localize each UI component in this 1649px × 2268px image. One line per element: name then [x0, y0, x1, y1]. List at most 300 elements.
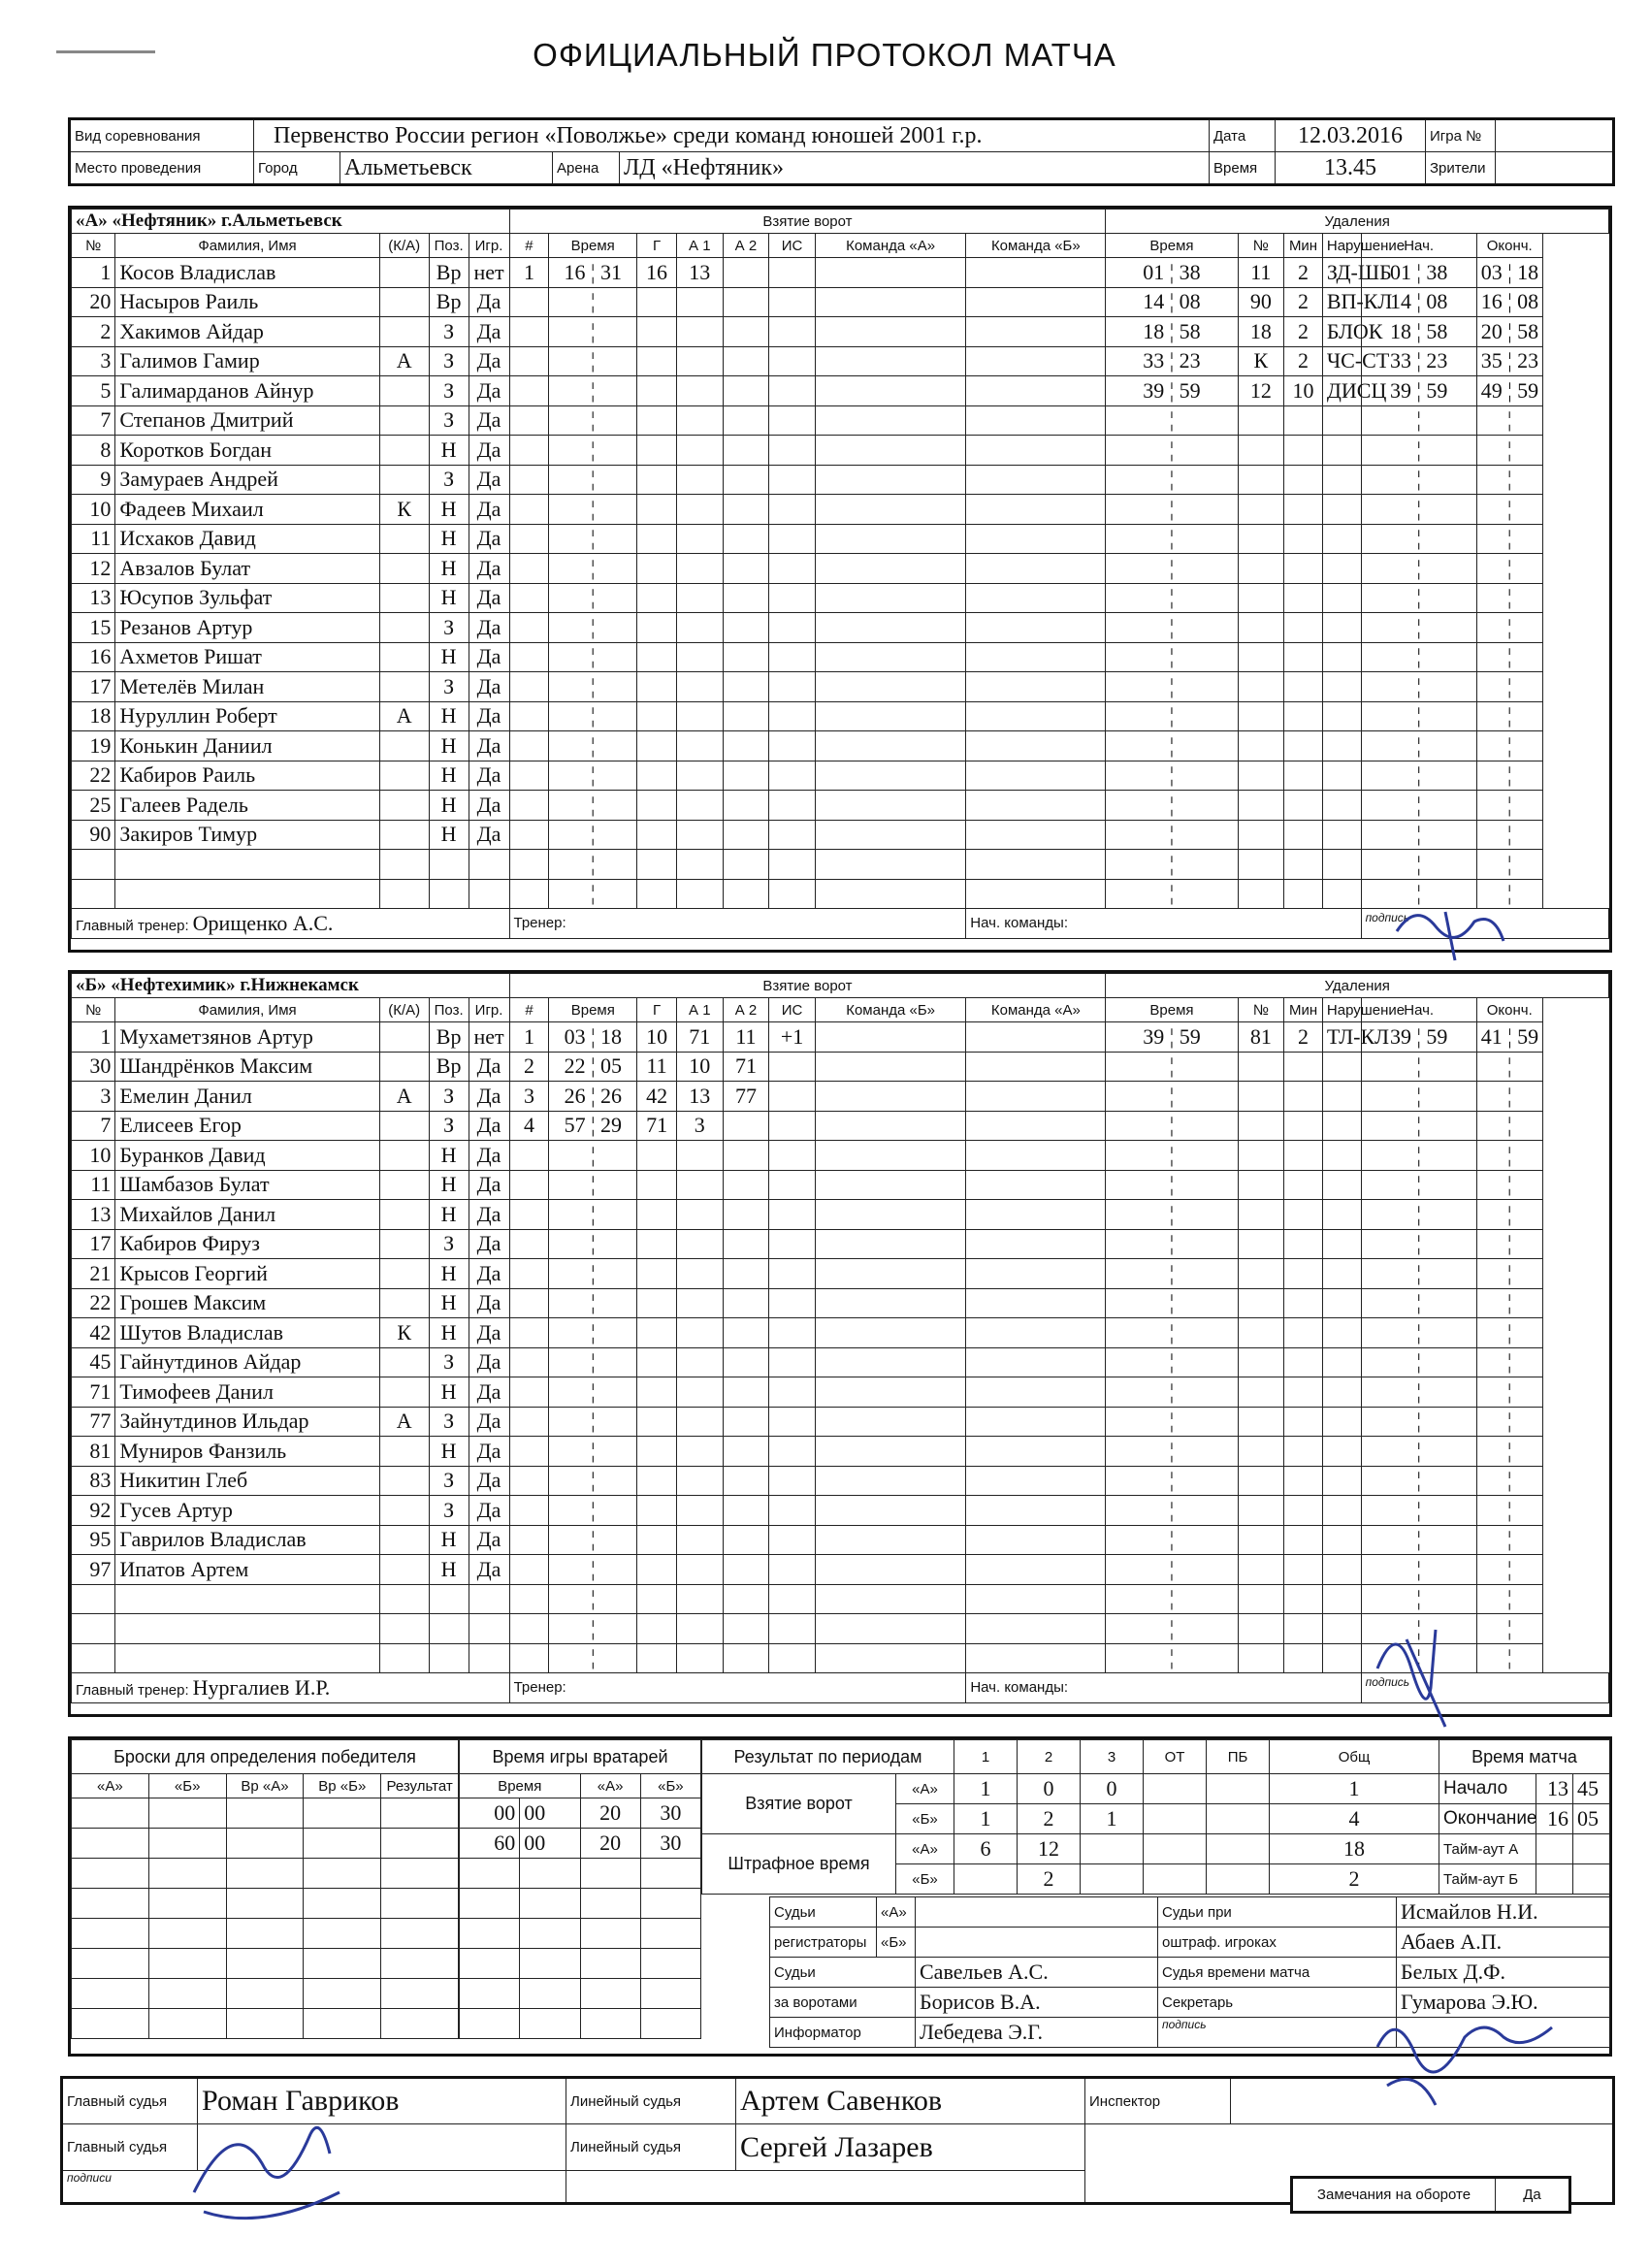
periods-value — [1144, 1834, 1207, 1864]
right-team-cell — [966, 376, 1106, 406]
goal-assist-2 — [723, 1229, 769, 1259]
goalie-time-title: Время игры вратарей — [460, 1740, 701, 1774]
team_a-col-pos: Поз. — [429, 234, 469, 258]
player-role — [379, 1496, 429, 1526]
player-position: З — [429, 1496, 469, 1526]
table-row — [72, 1437, 1609, 1467]
penalty-time: ¦ — [1106, 1347, 1238, 1377]
penalty-minutes-served — [1284, 820, 1323, 850]
goalie-team-a — [580, 1919, 640, 1949]
goal-time: ¦ — [549, 761, 637, 791]
penalty-time: ¦ — [1106, 436, 1238, 466]
goalie-team-a — [580, 1859, 640, 1889]
penalty-seconds: 58 — [1179, 318, 1201, 343]
goal-time: ¦ — [549, 1347, 637, 1377]
goal-scorer — [637, 1229, 677, 1259]
spectators-label: Зрители — [1426, 152, 1496, 185]
player-number: 8 — [72, 436, 115, 466]
team_a-col-pn_min: Мин — [1284, 234, 1323, 258]
player-played: Да — [469, 1437, 509, 1467]
penalty-end: 20 ¦ 58 — [1476, 317, 1542, 347]
penalty-infraction — [1322, 1584, 1361, 1614]
team_b-col-is: ИС — [769, 998, 816, 1022]
team_b-penalties-header: Удаления — [1106, 974, 1609, 998]
player-role — [379, 850, 429, 880]
penalty-player — [1238, 1229, 1284, 1259]
team_b-table — [71, 973, 1609, 1703]
player-played: Да — [469, 791, 509, 821]
penalty-player — [1238, 1347, 1284, 1377]
player-position — [429, 1584, 469, 1614]
goalie-team-a: 20 — [580, 1829, 640, 1859]
penalty-minutes-served — [1284, 1525, 1323, 1555]
goal-number — [509, 1200, 549, 1230]
player-position: Н — [429, 731, 469, 761]
penalty-player: 11 — [1238, 258, 1284, 288]
player-position — [429, 850, 469, 880]
penalty-time: ¦ — [1106, 1407, 1238, 1437]
player-name: Кабиров Фируз — [115, 1229, 379, 1259]
penalty-infraction: ВП-КЛ — [1322, 287, 1361, 317]
team_b-col-pos: Поз. — [429, 998, 469, 1022]
goal-time: 57 ¦ 29 — [549, 1111, 637, 1141]
player-number — [72, 850, 115, 880]
remarks-label: Замечания на обороте — [1292, 2178, 1496, 2213]
penalty-minutes-served — [1284, 1229, 1323, 1259]
player-role — [379, 1200, 429, 1230]
penalty-infraction: ДИСЦ — [1322, 376, 1361, 406]
goal-assist-1: 10 — [676, 1052, 723, 1082]
goal-minutes: 26 — [564, 1083, 586, 1108]
goal-assist-1 — [676, 1229, 723, 1259]
penalty-start-sec: 58 — [1426, 318, 1448, 343]
table-row — [72, 1466, 1609, 1496]
goal-time: ¦ — [549, 524, 637, 554]
table-row — [72, 820, 1609, 850]
shootout-cell — [304, 1979, 381, 2009]
penalty-minutes-served — [1284, 405, 1323, 436]
team_a-col-hash: # — [509, 234, 549, 258]
penalty-infraction — [1322, 1288, 1361, 1318]
goalie-minutes — [460, 1979, 520, 2009]
player-number: 1 — [72, 258, 115, 288]
player-played: Да — [469, 1288, 509, 1318]
goal-assist-2 — [723, 1288, 769, 1318]
player-name: Кабиров Раиль — [115, 761, 379, 791]
period-1-header: 1 — [954, 1740, 1018, 1774]
player-name: Елисеев Егор — [115, 1111, 379, 1141]
penalty-start: ¦ — [1361, 642, 1476, 672]
left-team-cell — [815, 642, 965, 672]
goal-strength — [769, 1525, 816, 1555]
periods-value: 12 — [1018, 1834, 1081, 1864]
penalty-infraction — [1322, 761, 1361, 791]
goal-strength: +1 — [769, 1022, 816, 1053]
player-name: Никитин Глеб — [115, 1466, 379, 1496]
table-row — [72, 1584, 1609, 1614]
team_b-col-pn_end: Оконч. — [1476, 998, 1542, 1022]
goal-minutes: 03 — [564, 1023, 586, 1049]
goal-judges-label-1: Судьи — [770, 1958, 916, 1988]
inspector-label: Инспектор — [1085, 2078, 1231, 2124]
player-played: нет — [469, 258, 509, 288]
right-team-cell — [966, 1525, 1106, 1555]
penalty-player — [1238, 1525, 1284, 1555]
goal-assist-2 — [723, 613, 769, 643]
penalty-infraction — [1322, 1111, 1361, 1141]
player-played: Да — [469, 642, 509, 672]
header-table — [68, 117, 1615, 186]
periods-value: 6 — [954, 1834, 1018, 1864]
penalty-infraction — [1322, 436, 1361, 466]
goal-strength — [769, 1141, 816, 1171]
remarks-value: Да — [1496, 2178, 1570, 2213]
player-number: 12 — [72, 554, 115, 584]
match-time-title: Время матча — [1439, 1740, 1610, 1774]
player-played: Да — [469, 524, 509, 554]
secretary-signature — [1358, 1998, 1571, 2115]
table-row — [72, 1170, 1609, 1200]
shootout-cell — [381, 1829, 459, 1859]
periods-value: 1 — [954, 1804, 1018, 1834]
goal-assist-1 — [676, 1377, 723, 1408]
shootout-cell — [72, 1859, 149, 1889]
team_b-col-a1: А 1 — [676, 998, 723, 1022]
left-team-cell — [815, 1022, 965, 1053]
goal-time: ¦ — [549, 1555, 637, 1585]
table-row — [72, 701, 1609, 731]
goal-scorer — [637, 583, 677, 613]
periods-value: 1 — [1081, 1804, 1144, 1834]
goal-time: 22 ¦ 05 — [549, 1052, 637, 1082]
goal-assist-2 — [723, 495, 769, 525]
team_b-col-no: № — [72, 998, 115, 1022]
periods-value — [954, 1864, 1018, 1895]
penalty-end-min: 35 — [1480, 348, 1503, 373]
goal-assist-1 — [676, 761, 723, 791]
penalty-end: ¦ — [1476, 436, 1542, 466]
goal-assist-1 — [676, 1407, 723, 1437]
penalty-start: ¦ — [1361, 1170, 1476, 1200]
player-position: З — [429, 465, 469, 495]
table-row — [72, 1288, 1609, 1318]
table-row — [72, 583, 1609, 613]
shootout-cell — [226, 1859, 304, 1889]
city-value: Альметьевск — [340, 152, 553, 183]
player-position: З — [429, 1407, 469, 1437]
shootout-cell — [148, 1979, 226, 2009]
venue-label: Место проведения — [70, 152, 254, 185]
goal-scorer — [637, 1525, 677, 1555]
goal-assist-1 — [676, 791, 723, 821]
city-label: Город — [254, 152, 340, 183]
player-number: 17 — [72, 672, 115, 702]
table-row — [72, 1318, 1609, 1348]
penalty-start: ¦ — [1361, 701, 1476, 731]
penalty-player — [1238, 850, 1284, 880]
penalty-minutes-served — [1284, 731, 1323, 761]
left-team-cell — [815, 346, 965, 376]
penalty-player: 90 — [1238, 287, 1284, 317]
goal-assist-1 — [676, 1200, 723, 1230]
goal-strength — [769, 850, 816, 880]
penalty-start-sec: 59 — [1426, 1023, 1448, 1049]
shootout-cell — [226, 1889, 304, 1919]
left-team-cell — [815, 495, 965, 525]
team_a-col-time: Время — [549, 234, 637, 258]
goal-assist-1 — [676, 850, 723, 880]
periods-row-label: Штрафное время — [702, 1834, 896, 1895]
shootout-cell — [148, 1829, 226, 1859]
shootout-row — [72, 1919, 459, 1949]
penalty-end: ¦ — [1476, 731, 1542, 761]
goal-strength — [769, 613, 816, 643]
player-played: Да — [469, 1525, 509, 1555]
left-team-cell — [815, 1466, 965, 1496]
goal-time: ¦ — [549, 583, 637, 613]
penalty-start: ¦ — [1361, 1377, 1476, 1408]
penalty-time: ¦ — [1106, 791, 1238, 821]
penalty-player: 81 — [1238, 1022, 1284, 1053]
penalty-end: ¦ — [1476, 1584, 1542, 1614]
penalty-player — [1238, 1555, 1284, 1585]
player-name: Коротков Богдан — [115, 436, 379, 466]
periods-team: «А» — [896, 1774, 954, 1804]
player-role — [379, 1288, 429, 1318]
penalty-start: ¦ — [1361, 1259, 1476, 1289]
penalty-end-sec: 58 — [1517, 318, 1539, 343]
player-role — [379, 1555, 429, 1585]
goal-number — [509, 1496, 549, 1526]
goalie-team-b: 30 — [640, 1798, 700, 1829]
penalty-seconds: 23 — [1179, 348, 1201, 373]
player-position: З — [429, 317, 469, 347]
goal-strength — [769, 1466, 816, 1496]
team_b-col-a2: А 2 — [723, 998, 769, 1022]
left-team-cell — [815, 1318, 965, 1348]
left-team-cell — [815, 850, 965, 880]
team_a-col-name: Фамилия, Имя — [115, 234, 379, 258]
player-position: Н — [429, 1259, 469, 1289]
left-team-cell — [815, 791, 965, 821]
penalty-infraction — [1322, 1259, 1361, 1289]
penalty-player — [1238, 1377, 1284, 1408]
penalty-start: ¦ — [1361, 1643, 1476, 1673]
penalty-player — [1238, 1111, 1284, 1141]
player-role: А — [379, 1407, 429, 1437]
team_a-penalties-header: Удаления — [1106, 210, 1609, 234]
timeout-b-label: Тайм-аут Б — [1439, 1864, 1536, 1895]
player-number: 97 — [72, 1555, 115, 1585]
player-position: Н — [429, 701, 469, 731]
player-number: 71 — [72, 1377, 115, 1408]
goal-number — [509, 1229, 549, 1259]
goal-time: ¦ — [549, 1170, 637, 1200]
goal-time: ¦ — [549, 850, 637, 880]
goal-assist-2 — [723, 1377, 769, 1408]
player-number: 10 — [72, 495, 115, 525]
table-row — [72, 376, 1609, 406]
right-team-cell — [966, 1377, 1106, 1408]
shootout-cell — [226, 1798, 304, 1829]
goal-assist-1 — [676, 524, 723, 554]
penalty-time: ¦ — [1106, 1525, 1238, 1555]
player-position: Н — [429, 642, 469, 672]
penalty-time: ¦ — [1106, 1584, 1238, 1614]
penalty-time: ¦ — [1106, 761, 1238, 791]
penalty-player — [1238, 642, 1284, 672]
goal-strength — [769, 1229, 816, 1259]
team_a-coach-label: Тренер: — [513, 915, 566, 931]
goal-time: ¦ — [549, 820, 637, 850]
penalty-infraction — [1322, 791, 1361, 821]
player-position: З — [429, 1082, 469, 1112]
table-row — [72, 1496, 1609, 1526]
goal-time: ¦ — [549, 1288, 637, 1318]
goal-strength — [769, 1347, 816, 1377]
goal-scorer — [637, 791, 677, 821]
goal-time: ¦ — [549, 1466, 637, 1496]
table-row — [72, 850, 1609, 880]
penalty-time: ¦ — [1106, 1052, 1238, 1082]
penalty-end: ¦ — [1476, 672, 1542, 702]
periods-value — [1144, 1804, 1207, 1834]
time-value: 13.45 — [1276, 152, 1426, 185]
shootout-cell — [226, 2009, 304, 2039]
penalty-minutes-served — [1284, 1141, 1323, 1171]
goal-strength — [769, 672, 816, 702]
penalty-minutes-served — [1284, 1377, 1323, 1408]
penalty-infraction — [1322, 1377, 1361, 1408]
shootout-col-a: «А» — [72, 1774, 149, 1798]
player-position: Н — [429, 1141, 469, 1171]
goalie-team-a — [580, 2009, 640, 2039]
goal-scorer: 16 — [637, 258, 677, 288]
goalie-time-table — [459, 1739, 701, 2039]
goal-number — [509, 1170, 549, 1200]
shootout-cell — [148, 1949, 226, 1979]
penalty-box-judge-2: Абаев А.П. — [1397, 1928, 1610, 1958]
penalty-end-min: 20 — [1480, 318, 1503, 343]
goal-assist-2 — [723, 1466, 769, 1496]
game-no-label: Игра № — [1426, 119, 1496, 152]
goal-number: 1 — [509, 1022, 549, 1053]
match-start-h: 13 — [1536, 1774, 1573, 1804]
player-name: Галимарданов Айнур — [115, 376, 379, 406]
player-played: Да — [469, 1229, 509, 1259]
shootout-row — [72, 1979, 459, 2009]
penalty-infraction: ЗД-ШБ — [1322, 258, 1361, 288]
right-team-cell — [966, 1643, 1106, 1673]
player-number: 22 — [72, 761, 115, 791]
penalty-time: ¦ — [1106, 1614, 1238, 1644]
left-team-cell — [815, 1407, 965, 1437]
player-played: Да — [469, 1111, 509, 1141]
player-position: Н — [429, 436, 469, 466]
goal-scorer — [637, 613, 677, 643]
left-team-cell — [815, 1200, 965, 1230]
head-referee-label-2: Главный судья — [62, 2124, 198, 2171]
right-team-cell — [966, 258, 1106, 288]
player-number: 17 — [72, 1229, 115, 1259]
table-row — [72, 1141, 1609, 1171]
goalie-row — [460, 1829, 701, 1859]
table-row — [72, 1347, 1609, 1377]
penalty-player — [1238, 465, 1284, 495]
secretary-value: Гумарова Э.Ю. — [1397, 1988, 1610, 2018]
player-position — [429, 1614, 469, 1644]
penalty-minutes-served — [1284, 1170, 1323, 1200]
goal-assist-2 — [723, 1111, 769, 1141]
player-position: Н — [429, 495, 469, 525]
player-position: Н — [429, 1288, 469, 1318]
player-number: 13 — [72, 1200, 115, 1230]
penalty-infraction — [1322, 1496, 1361, 1526]
penalty-minutes: 18 — [1143, 318, 1165, 343]
penalty-player — [1238, 672, 1284, 702]
shootout-cell — [381, 2009, 459, 2039]
team_a-col-pn_end: Оконч. — [1476, 234, 1542, 258]
shootout-cell — [304, 1829, 381, 1859]
team_b-col-pn_time: Время — [1106, 998, 1238, 1022]
goal-scorer — [637, 850, 677, 880]
periods-value — [1144, 1774, 1207, 1804]
player-position: Н — [429, 820, 469, 850]
team_b-goals-header: Взятие ворот — [509, 974, 1106, 998]
table-row — [72, 524, 1609, 554]
team_b-col-right-team: Команда «А» — [966, 998, 1106, 1022]
goal-assist-2: 71 — [723, 1052, 769, 1082]
left-team-cell — [815, 1496, 965, 1526]
team_a-col-a2: А 2 — [723, 234, 769, 258]
goalie-team-b: 30 — [640, 1829, 700, 1859]
left-team-cell — [815, 1259, 965, 1289]
left-team-cell — [815, 1525, 965, 1555]
penalty-end: ¦ — [1476, 583, 1542, 613]
penalty-time: ¦ — [1106, 405, 1238, 436]
goal-judges-label-2: за воротами — [770, 1988, 916, 2018]
goal-scorer: 11 — [637, 1052, 677, 1082]
right-team-cell — [966, 287, 1106, 317]
goal-assist-2 — [723, 258, 769, 288]
game-no-value — [1496, 119, 1614, 152]
left-team-cell — [815, 731, 965, 761]
penalty-minutes-served — [1284, 1614, 1323, 1644]
player-name: Ахметов Ришат — [115, 642, 379, 672]
team_b-col-left-team: Команда «Б» — [815, 998, 965, 1022]
goal-assist-2 — [723, 1141, 769, 1171]
goal-number — [509, 1141, 549, 1171]
timekeeper-value: Белых Д.Ф. — [1397, 1958, 1610, 1988]
player-name: Закиров Тимур — [115, 820, 379, 850]
player-number: 15 — [72, 613, 115, 643]
goal-number — [509, 1614, 549, 1644]
goal-scorer — [637, 1347, 677, 1377]
table-row — [72, 554, 1609, 584]
goal-assist-2 — [723, 1496, 769, 1526]
goal-time: ¦ — [549, 1407, 637, 1437]
periods-value — [1081, 1834, 1144, 1864]
penalty-player — [1238, 1614, 1284, 1644]
goal-number — [509, 346, 549, 376]
table-row — [72, 495, 1609, 525]
goal-scorer: 10 — [637, 1022, 677, 1053]
team_a-col-no: № — [72, 234, 115, 258]
right-team-cell — [966, 1052, 1106, 1082]
team_b-col-pn_no: № — [1238, 998, 1284, 1022]
player-role — [379, 1229, 429, 1259]
penalty-minutes-served — [1284, 1643, 1323, 1673]
